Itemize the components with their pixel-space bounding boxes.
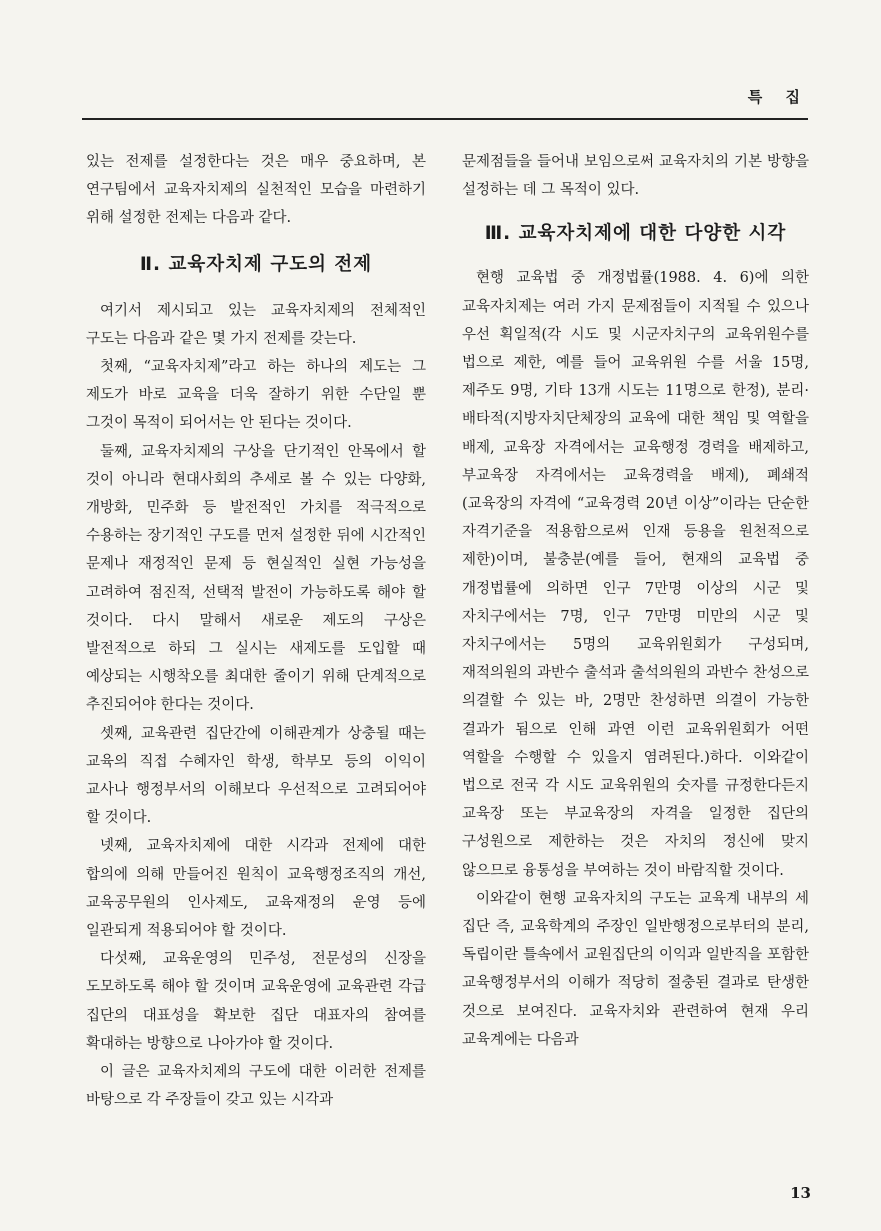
- body-paragraph: 첫째, “교육자치제”라고 하는 하나의 제도는 그 제도가 바로 교육을 더욱 잘하기 위한 수단일 뿐 그것이 목적이 되어서는 안 된다는 것이다.: [86, 359, 426, 432]
- body-paragraph: 이와같이 현행 교육자치의 구도는 교육계 내부의 세 집단 즉, 교육학계의 주장인 일반행정으로부터의 분리, 독립이란 틀속에서 교원집단의 이익과 일반직을 포함한 교육행정부서의 이해가 적당히 절충된 결과로 탄생한 것으로 보여진다. 교육자치와 관련하여 현재 우리 교육계에는 다음과: [462, 890, 809, 1048]
- section-heading-3: Ⅲ. 교육자치제에 대한 다양한 시각: [484, 223, 787, 245]
- body-paragraph: 현행 교육법 중 개정법률(1988. 4. 6)에 의한 교육자치제는 여러 가지 문제점들이 지적될 수 있으나 우선 획일적(각 시도 및 시군자치구의 교육위원수를 법으로 제한, 예를 들어 교육위원 수를 서울 15명, 제주도 9명, 기타 13개 시도는 11명으로 한정), 분리·배타적(지방자치단체장의 교육에 대한 책임 및 역할을 배제, 교육장 자격에서는 교육행정 경력을 배제하고, 부교육장 자격에서는 교육경력을 배제), 폐쇄적(교육장의 자격에 “교육경력 20년 이상”이라는 단순한 자격기준을 적용함으로써 인재 등용을 원천적으로 제한)이며, 불충분(예를 들어, 현재의 교육법 중 개정법률에 의하면 인구 7만명 이상의 시군 및 자치구에서는 7명, 인구 7만명 미만의 시군 및 자치구에서는 5명의 교육위원회가 구성되며, 재적의원의 과반수 출석과 출석의원의 과반수 찬성으로 의결할 수 있는 바, 2명만 찬성하면 의결이 가능한 결과가 됨으로 인해 과연 이런 교육위원회가 어떤 역할을 수행할 수 있을지 염려된다.)하다. 이와같이 법으로 전국 각 시도 교육위원의 숫자를 규정한다든지 교육장 또는 부교육장의 자격을 일정한 집단의 구성원으로 제한하는 것은 자치의 정신에 맞지 않으므로 융통성을 부여하는 것이 바람직할 것이다.: [462, 270, 809, 879]
- page-number: 13: [790, 1184, 811, 1202]
- body-paragraph: 셋째, 교육관련 집단간에 이해관계가 상충될 때는 교육의 직접 수혜자인 학생, 학부모 등의 이익이 교사나 행정부서의 이해보다 우선적으로 고려되어야 할 것이다.: [86, 725, 426, 827]
- section-label: 특 집: [747, 88, 809, 106]
- body-paragraph: 둘째, 교육자치제의 구상을 단기적인 안목에서 할 것이 아니라 현대사회의 추세로 볼 수 있는 다양화, 개방화, 민주화 등 발전적인 가치를 적극적으로 수용하는 장기적인 구도를 먼저 설정한 뒤에 시간적인 문제나 재정적인 문제 등 현실적인 실현 가능성을 고려하여 점진적, 선택적 발전이 가능하도록 해야 할 것이다. 다시 말해서 새로운 제도의 구상은 발전적으로 하되 그 실시는 새제도를 도입할 때 예상되는 시행착오를 최대한 줄이기 위해 단계적으로 추진되어야 한다는 것이다.: [86, 443, 426, 714]
- right-intro-paragraph: 문제점들을 들어내 보임으로써 교육자치의 기본 방향을 설정하는 데 그 목적이 있다.: [462, 154, 809, 199]
- left-intro-paragraph: 있는 전제를 설정한다는 것은 매우 중요하며, 본 연구팀에서 교육자치제의 실천적인 모습을 마련하기 위해 설정한 전제는 다음과 같다.: [86, 154, 426, 227]
- header-rule: [82, 118, 808, 120]
- body-paragraph: 넷째, 교육자치제에 대한 시각과 전제에 대한 합의에 의해 만들어진 원칙이 교육행정조직의 개선, 교육공무원의 인사제도, 교육재정의 운영 등에 일관되게 적용되어야 할 것이다.: [86, 838, 426, 940]
- body-paragraph: 이 글은 교육자치제의 구도에 대한 이러한 전제를 바탕으로 각 주장들이 갖고 있는 시각과: [86, 1064, 426, 1109]
- body-paragraph: 다섯째, 교육운영의 민주성, 전문성의 신장을 도모하도록 해야 할 것이며 교육운영에 교육관련 각급 집단의 대표성을 확보한 집단 대표자의 참여를 확대하는 방향으로 나아가야 할 것이다.: [86, 951, 426, 1052]
- right-column: [462, 148, 809, 1054]
- section-heading-2: Ⅱ. 교육자치제 구도의 전제: [139, 253, 373, 275]
- left-column: [86, 148, 426, 1115]
- body-paragraph: 여기서 제시되고 있는 교육자치제의 전체적인 구도는 다음과 같은 몇 가지 전제를 갖는다.: [86, 302, 426, 347]
